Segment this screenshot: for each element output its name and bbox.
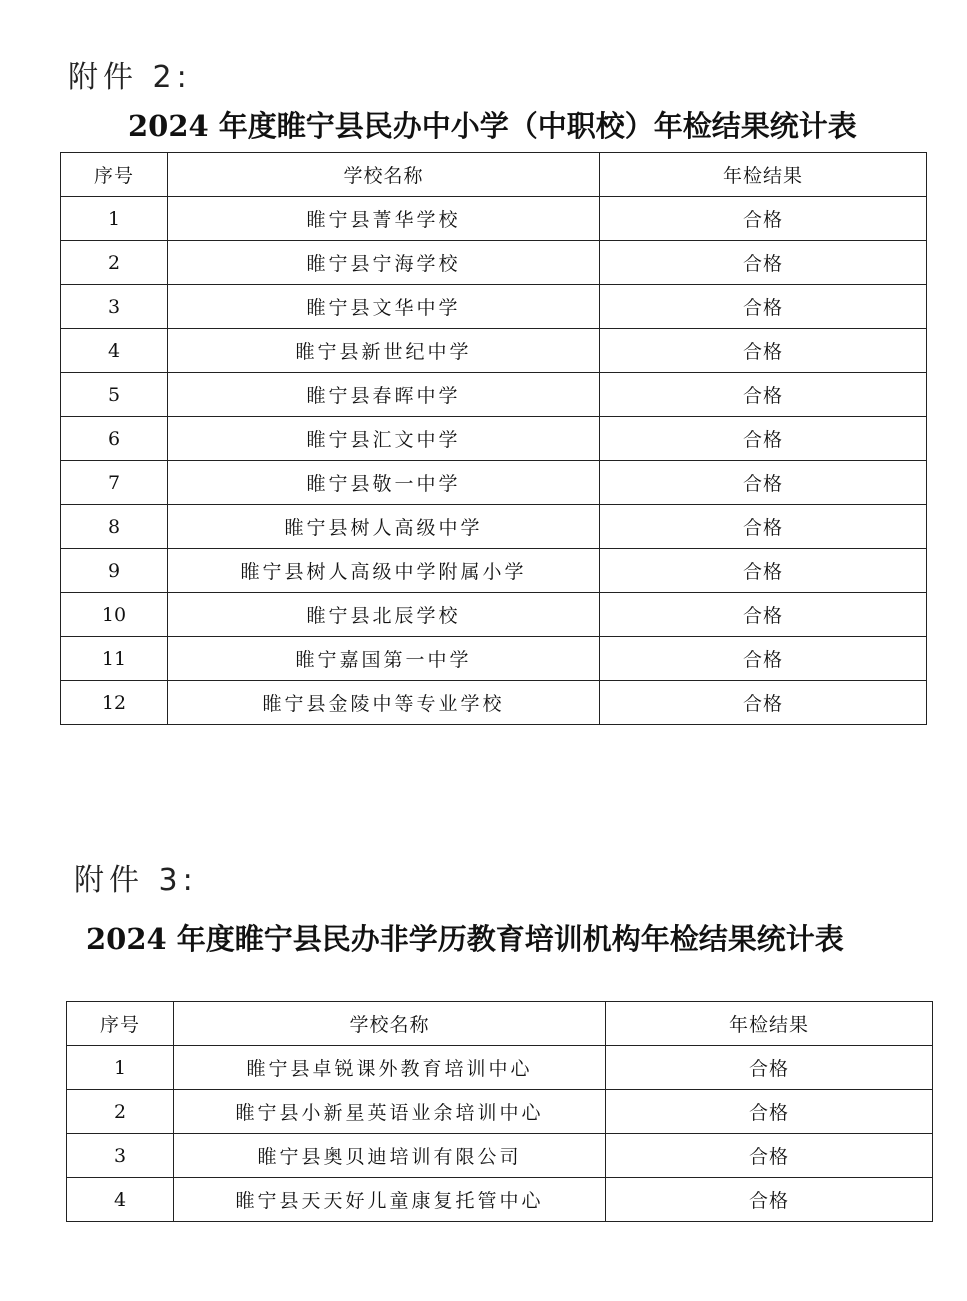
row-school-name: 睢宁县宁海学校: [168, 241, 600, 285]
row-index: 10: [61, 593, 168, 637]
row-school-name: 睢宁县卓锐课外教育培训中心: [174, 1046, 606, 1090]
table-row: [61, 461, 927, 505]
row-index: 6: [61, 417, 168, 461]
row-school-name: 睢宁县汇文中学: [168, 417, 600, 461]
row-index: 7: [61, 461, 168, 505]
row-school-name: 睢宁县树人高级中学附属小学: [168, 549, 600, 593]
row-index: 5: [61, 373, 168, 417]
table-header-row: [61, 153, 927, 197]
row-result: 合格: [606, 1178, 933, 1222]
header-result: 年检结果: [600, 153, 927, 197]
row-result: 合格: [600, 241, 927, 285]
row-index: 3: [67, 1134, 174, 1178]
row-school-name: 睢宁县树人高级中学: [168, 505, 600, 549]
row-result: 合格: [600, 593, 927, 637]
table-row: [61, 593, 927, 637]
row-result: 合格: [600, 461, 927, 505]
table-row: [61, 329, 927, 373]
row-index: 3: [61, 285, 168, 329]
header-result: 年检结果: [606, 1002, 933, 1046]
attachment-2-label: 附件 2:: [68, 60, 192, 95]
table-row: [61, 637, 927, 681]
row-result: 合格: [606, 1134, 933, 1178]
header-index: 序号: [67, 1002, 174, 1046]
row-index: 1: [61, 197, 168, 241]
row-index: 1: [67, 1046, 174, 1090]
header-index: 序号: [61, 153, 168, 197]
table-row: [61, 681, 927, 725]
row-result: 合格: [606, 1090, 933, 1134]
row-index: 12: [61, 681, 168, 725]
row-result: 合格: [600, 285, 927, 329]
attachment-3-label: 附件 3:: [74, 863, 198, 898]
table-row: [67, 1090, 933, 1134]
row-result: 合格: [600, 637, 927, 681]
table-row: [61, 417, 927, 461]
row-school-name: 睢宁县敬一中学: [168, 461, 600, 505]
row-school-name: 睢宁县新世纪中学: [168, 329, 600, 373]
row-school-name: 睢宁县春晖中学: [168, 373, 600, 417]
table-row: [67, 1178, 933, 1222]
attachment-2-table: [60, 152, 927, 725]
row-index: 4: [61, 329, 168, 373]
table-row: [61, 241, 927, 285]
row-school-name: 睢宁县奥贝迪培训有限公司: [174, 1134, 606, 1178]
row-result: 合格: [606, 1046, 933, 1090]
row-result: 合格: [600, 417, 927, 461]
attachment-3-title: 2024 年度睢宁县民办非学历教育培训机构年检结果统计表: [86, 922, 844, 956]
row-index: 9: [61, 549, 168, 593]
row-result: 合格: [600, 329, 927, 373]
table-row: [61, 549, 927, 593]
row-result: 合格: [600, 505, 927, 549]
table-header-row: [67, 1002, 933, 1046]
table-row: [61, 197, 927, 241]
row-school-name: 睢宁县小新星英语业余培训中心: [174, 1090, 606, 1134]
table-row: [61, 505, 927, 549]
row-index: 2: [61, 241, 168, 285]
row-school-name: 睢宁县菁华学校: [168, 197, 600, 241]
header-school-name: 学校名称: [174, 1002, 606, 1046]
row-result: 合格: [600, 373, 927, 417]
table-row: [61, 373, 927, 417]
row-school-name: 睢宁县天天好儿童康复托管中心: [174, 1178, 606, 1222]
row-result: 合格: [600, 197, 927, 241]
attachment-3-table: [66, 1001, 933, 1222]
row-index: 4: [67, 1178, 174, 1222]
row-school-name: 睢宁嘉国第一中学: [168, 637, 600, 681]
row-index: 8: [61, 505, 168, 549]
row-school-name: 睢宁县金陵中等专业学校: [168, 681, 600, 725]
row-school-name: 睢宁县文华中学: [168, 285, 600, 329]
row-index: 11: [61, 637, 168, 681]
table-row: [67, 1134, 933, 1178]
header-school-name: 学校名称: [168, 153, 600, 197]
row-result: 合格: [600, 549, 927, 593]
row-result: 合格: [600, 681, 927, 725]
table-row: [61, 285, 927, 329]
attachment-2-title: 2024 年度睢宁县民办中小学（中职校）年检结果统计表: [128, 109, 857, 143]
row-school-name: 睢宁县北辰学校: [168, 593, 600, 637]
table-row: [67, 1046, 933, 1090]
row-index: 2: [67, 1090, 174, 1134]
